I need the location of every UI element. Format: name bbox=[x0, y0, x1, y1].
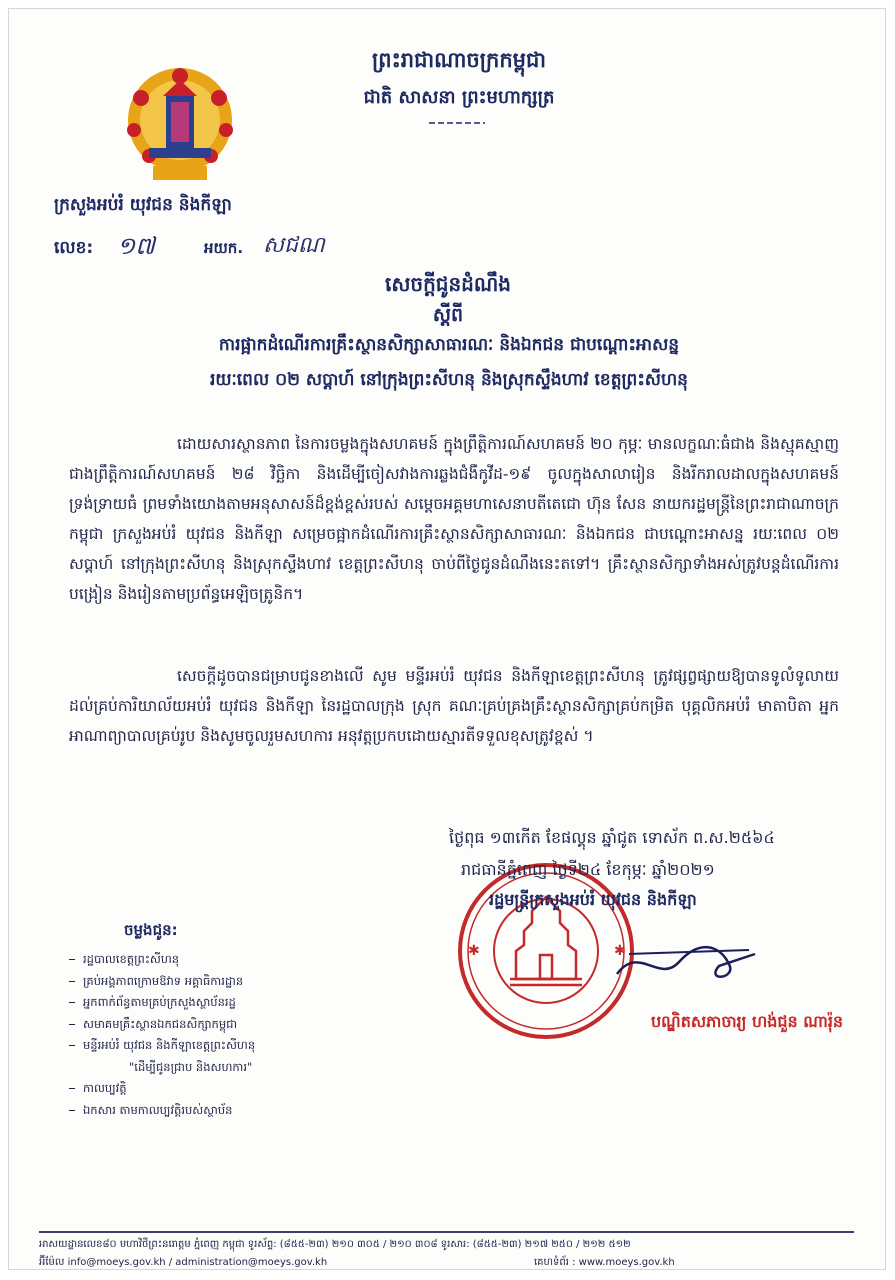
footer-email bbox=[39, 1255, 327, 1270]
office-code-label: អយក. bbox=[204, 239, 244, 257]
lunar-date: ថ្ងៃពុធ ១៣កើត ខែផល្គុន ឆ្នាំជូត ទោស័ក ព.ស.២៥៦៤ bbox=[449, 828, 775, 847]
footer-divider bbox=[39, 1231, 854, 1233]
office-code-value: សជណ bbox=[263, 233, 325, 258]
kingdom-heading: ព្រះរាជាណាចក្រកម្ពុជា bbox=[371, 48, 546, 72]
recipient-item: មន្ទីរអប់រំ យុវជន និងកីឡាខេត្តព្រះសីហនុ bbox=[69, 1035, 399, 1057]
svg-text:✱: ✱ bbox=[614, 943, 626, 959]
recipient-note: "ដើម្បីជូនជ្រាប និងសហការ" bbox=[129, 1059, 253, 1074]
subject-label: ស្តីពី bbox=[432, 304, 464, 326]
recipient-item: អ្នកពាក់ព័ន្ធតាមគ្រប់ក្រសួងស្ថាប័នរដ្ឋ bbox=[69, 992, 399, 1014]
svg-text:✱: ✱ bbox=[468, 943, 480, 959]
national-motto: ជាតិ សាសនា ព្រះមហាក្សត្រ bbox=[363, 87, 555, 108]
recipients-title: ចម្លងជូន: bbox=[124, 921, 178, 939]
number-label: លេខ: bbox=[54, 238, 94, 258]
ministry-emblem-icon bbox=[119, 64, 241, 186]
notice-page bbox=[8, 8, 886, 1270]
recipient-item: គ្រប់អង្គភាពក្រោមឱវាទ អគ្គាធិការដ្ឋាន bbox=[69, 971, 399, 993]
footer-address: អាសយដ្ឋានលេខ៨០ មហាវិថីព្រះនរោត្តម ភ្នំពេញ កម្ពុជា ទូរស័ព្ទ: (៨៥៥-២៣) ២១០ ៣០៥ / ២១០ ៣០៨ ទូរសារ: (៨៥៥-២៣) ២១៧ ២៥០ / ២១២ ៥១២ bbox=[39, 1239, 631, 1250]
subject-line-2: រយៈពេល ០២ សប្តាហ៍ នៅក្រុងព្រះសីហនុ និងស្រុកស្ទឹងហាវ ខេត្តព្រះសីហនុ bbox=[210, 370, 688, 390]
ministry-name: ក្រសួងអប់រំ យុវជន និងកីឡា bbox=[54, 195, 232, 215]
email-label: អ៊ីម៉ែល bbox=[39, 1257, 65, 1268]
signature-icon bbox=[609, 924, 759, 994]
body-paragraph-2: សេចក្តីដូចបានជម្រាបជូនខាងលើ សូម មន្ទីរអប់រំ យុវជន និងកីឡាខេត្តព្រះសីហនុ ត្រូវផ្សព្វផ្សាយឱ្យបានទូលំទូលាយដល់គ្រប់ការិយាល័យអប់រំ យុវជន និងកីឡា នៃរដ្ឋបាលក្រុង ស្រុក គណៈគ្រប់គ្រងគ្រឹះស្ថានសិក្សាគ្រប់កម្រិត បុគ្គលិកអប់រំ មាតាបិតា អ្នកអាណាព្យាបាលគ្រប់រូប និងសូមចូលរួមសហការ អនុវត្តប្រកបដោយស្មារតីទទួលខុសត្រូវខ្ពស់ ។ bbox=[69, 667, 839, 745]
recipient-item: កាលប្បវត្តិ bbox=[69, 1078, 399, 1100]
notice-title: សេចក្តីជូនដំណឹង bbox=[385, 272, 511, 296]
recipient-item: រដ្ឋបាលខេត្តព្រះសីហនុ bbox=[69, 949, 399, 971]
website-label: គេហទំព័រ : bbox=[534, 1257, 576, 1268]
minister-name: បណ្ឌិតសភាចារ្យ ហង់ជួន ណារ៉ុន bbox=[651, 1012, 844, 1031]
subject-line-1: ការផ្អាកដំណើរការគ្រឹះស្ថានសិក្សាសាធារណៈ និងឯកជន ជាបណ្តោះអាសន្ន bbox=[218, 335, 680, 355]
email-addresses[interactable]: info@moeys.gov.kh / administration@moeys.gov.kh bbox=[67, 1257, 328, 1268]
solar-date: រាជធានីភ្នំពេញ ថ្ងៃទី២៤ ខែកុម្ភៈ ឆ្នាំ២០២១ bbox=[461, 860, 715, 879]
recipient-item: សមាគមគ្រឹះស្ថានឯកជនសិក្សាកម្ពុជា bbox=[69, 1014, 399, 1036]
recipients-list bbox=[69, 949, 399, 1121]
ornament-divider-icon bbox=[427, 119, 487, 127]
number-value: ១៧ bbox=[117, 232, 155, 260]
website-link[interactable]: www.moeys.gov.kh bbox=[578, 1257, 675, 1268]
minister-title: រដ្ឋមន្ត្រីក្រសួងអប់រំ យុវជន និងកីឡា bbox=[489, 890, 697, 909]
body-paragraph-1: ដោយសារស្ថានភាព នៃការចម្លងក្នុងសហគមន៍ ក្នុងព្រឹត្តិការណ៍សហគមន៍ ២០ កុម្ភៈ មានលក្ខណៈធំជាង និងស្មុគស្មាញជាងព្រឹត្តិការណ៍សហគមន៍ ២៨ វិច្ឆិកា និងដើម្បីចៀសវាងការឆ្លងជំងឺកូវីដ-១៩ ចូលក្នុងសាលារៀន និងរីករាលដាលក្នុងសហគមន៍ទ្រង់ទ្រាយធំ ព្រមទាំងយោងតាមអនុសាសន៍ដ៏ខ្ពង់ខ្ពស់របស់ សម្តេចអគ្គមហាសេនាបតីតេជោ ហ៊ុន សែន នាយករដ្ឋមន្ត្រីនៃព្រះរាជាណាចក្រកម្ពុជា ក្រសួងអប់រំ យុវជន និងកីឡា សម្រេចផ្អាកដំណើរការគ្រឹះស្ថានសិក្សាសាធារណៈ និងឯកជន ជាបណ្តោះអាសន្ន រយៈពេល ០២ សប្តាហ៍ នៅក្រុងព្រះសីហនុ និងស្រុកស្ទឹងហាវ ខេត្តព្រះសីហនុ ចាប់ពីថ្ងៃជូនដំណឹងនេះតទៅ។ គ្រឹះស្ថានសិក្សាទាំងអស់ត្រូវបន្តដំណើរការបង្រៀន និងរៀនតាមប្រព័ន្ធអេឡិចត្រូនិក។ bbox=[69, 435, 839, 603]
recipient-item: ឯកសារ តាមកាលប្បវត្តិរបស់ស្ថាប័ន bbox=[69, 1100, 399, 1122]
footer-website bbox=[534, 1255, 675, 1270]
